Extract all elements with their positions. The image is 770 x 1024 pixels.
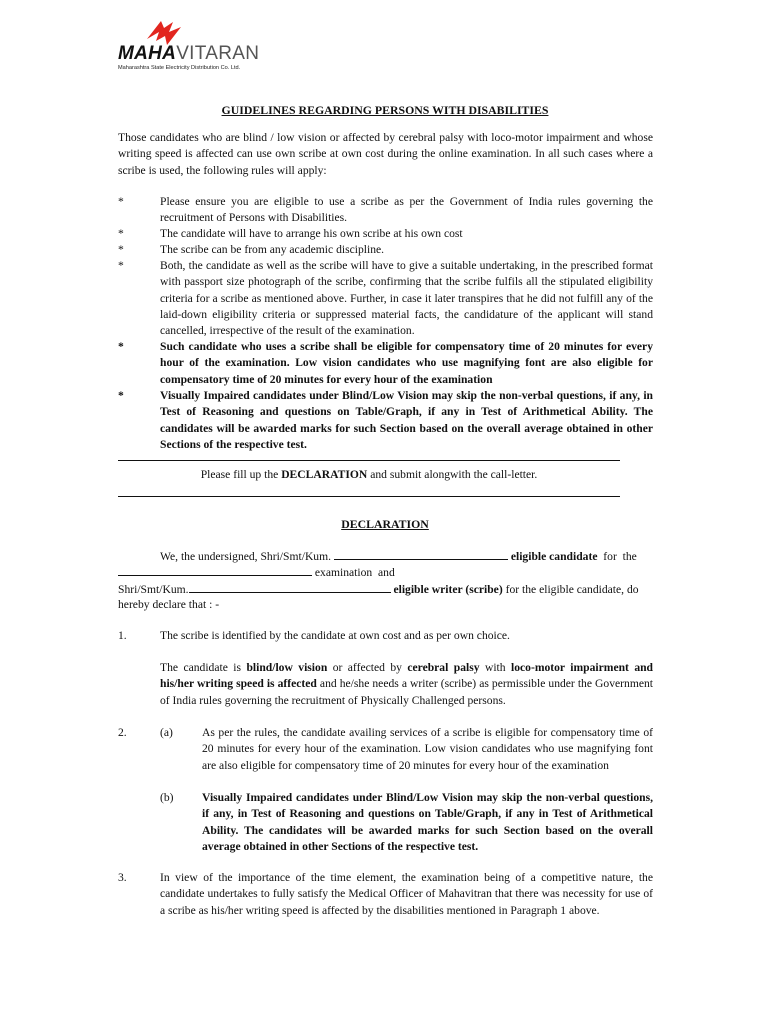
declaration-line-2 <box>118 564 395 581</box>
item-2a-text: As per the rules, the candidate availing services of a scribe is eligible for compensatory time of 20 minutes for every hour of the examination. Low vision candidates who use magnifying font are also eligible for compensatory time of 20 minutes for every hour of the examination <box>202 726 653 772</box>
intro-paragraph: Those candidates who are blind / low vision or affected by cerebral palsy with loco-motor impairment and whose writing speed is affected can use own scribe at own cost during the online examination. In all such cases where a scribe is used, the following rules will apply: <box>118 131 653 177</box>
item-1-detail-t2: or affected by <box>327 661 408 674</box>
divider-top <box>118 460 620 461</box>
item-number: 3. <box>118 871 127 884</box>
bullet-item-bold: Visually Impaired candidates under Blind/Low Vision may skip the non-verbal questions, if any, in Test of Reasoning and questions on Table/Graph, if any in Test of Arithmetical Ability. The candidates will be awarded marks for such Section based on the overall average obtained in other Sections of the respective test. <box>160 389 653 451</box>
fill-note-pre: Please fill up the <box>200 468 282 481</box>
page-title: GUIDELINES REGARDING PERSONS WITH DISABILITIES <box>221 103 549 117</box>
bullet-item: The scribe can be from any academic discipline. <box>160 243 385 256</box>
declaration-line-1-pre: We, the undersigned, Shri/Smt/Kum. <box>160 550 334 563</box>
declaration-heading: DECLARATION <box>341 517 429 531</box>
item-2b-text: Visually Impaired candidates under Blind/Low Vision may skip the non-verbal questions, if any, in Test of Reasoning and questions on Table/Graph, if any in Test of Arithmetical Ability. The candidates will be awarded marks for such Section based on the overall average obtained in other Sections of the respective test. <box>202 791 653 853</box>
logo-maha: MAHA <box>118 43 177 64</box>
item-1-detail-b2: cerebral palsy <box>407 661 480 674</box>
candidate-name-field[interactable] <box>334 548 508 560</box>
item-1-detail-b3: loco-motor impairment and his/her writing speed is affected <box>160 661 654 691</box>
bullet-mark: * <box>118 389 124 402</box>
bullet-item: The candidate will have to arrange his own scribe at his own cost <box>160 227 463 240</box>
lightning-logo-icon <box>145 18 183 46</box>
fill-note-post: and submit alongwith the call-letter. <box>367 468 538 481</box>
bullet-mark: * <box>118 340 124 353</box>
bullet-item-bold: Such candidate who uses a scribe shall be eligible for compensatory time of 20 minutes for every hour of the examination. Low vision candidates who use magnifying font are also eligible for compensatory time of 20 minutes for every hour of the examination <box>160 340 653 386</box>
item-1-detail <box>160 660 653 709</box>
item-2b-label: (b) <box>160 791 174 804</box>
item-1-detail-b1: blind/low vision <box>246 661 328 674</box>
item-1-detail-t3: with <box>479 661 511 674</box>
declaration-line-4: hereby declare that : - <box>118 598 220 611</box>
declaration-line-3 <box>118 581 639 598</box>
declaration-line-3-post: for the eligible candidate, do <box>502 583 639 596</box>
bullet-mark: * <box>118 243 124 256</box>
item-1-detail-t4: and he/she needs a writer (scribe) as permissible under the Government of India rules governing the recruitment of Physically Challenged persons. <box>160 677 653 707</box>
bullet-item: Both, the candidate as well as the scribe will have to give a suitable undertaking, in the prescribed format with passport size photograph of the scribe, confirming that the scribe fulfils all the stipulated eligibility criteria for a scribe as mentioned above. Further, in case it later transpires that he did not fulfill any of the laid-down eligibility criteria or suppressed material facts, the candidature of the applicant will stand cancelled, irrespective of the result of the examination. <box>160 259 653 338</box>
bullet-mark: * <box>118 195 124 208</box>
divider-bottom <box>118 496 620 497</box>
declaration-line-2-post: examination and <box>312 566 395 579</box>
item-3-text: In view of the importance of the time element, the examination being of a competitive nature, the candidate undertakes to fully satisfy the Medical Officer of Mahavitran that there was necessity for use of a scribe as his/her writing speed is affected by the disabilities mentioned in Paragraph 1 above. <box>160 871 653 917</box>
company-logo <box>118 18 258 76</box>
scribe-name-field[interactable] <box>189 581 391 593</box>
item-number: 1. <box>118 629 127 642</box>
bullet-item: Please ensure you are eligible to use a scribe as per the Government of India rules governing the recruitment of Persons with Disabilities. <box>160 195 653 225</box>
item-1-detail-t1: The candidate is <box>160 661 247 674</box>
declaration-line-1-bold: eligible candidate <box>510 550 598 563</box>
examination-name-field[interactable] <box>118 564 312 576</box>
item-1-text: The scribe is identified by the candidate at own cost and as per own choice. <box>160 629 510 642</box>
declaration-line-1 <box>160 548 653 565</box>
logo-wordmark <box>118 44 259 64</box>
item-2a-label: (a) <box>160 726 173 739</box>
fill-note-bold: DECLARATION <box>281 468 368 481</box>
item-number: 2. <box>118 726 127 739</box>
logo-tagline: Maharashtra State Electricity Distribution Co. Ltd. <box>118 65 241 71</box>
bullet-mark: * <box>118 259 124 272</box>
logo-vitaran: VITARAN <box>176 43 260 64</box>
declaration-line-3-bold: eligible writer (scribe) <box>393 583 503 596</box>
fill-note <box>118 467 620 483</box>
declaration-line-3-pre: Shri/Smt/Kum. <box>118 583 189 596</box>
declaration-line-1-post: for the <box>597 550 637 563</box>
bullet-mark: * <box>118 227 124 240</box>
